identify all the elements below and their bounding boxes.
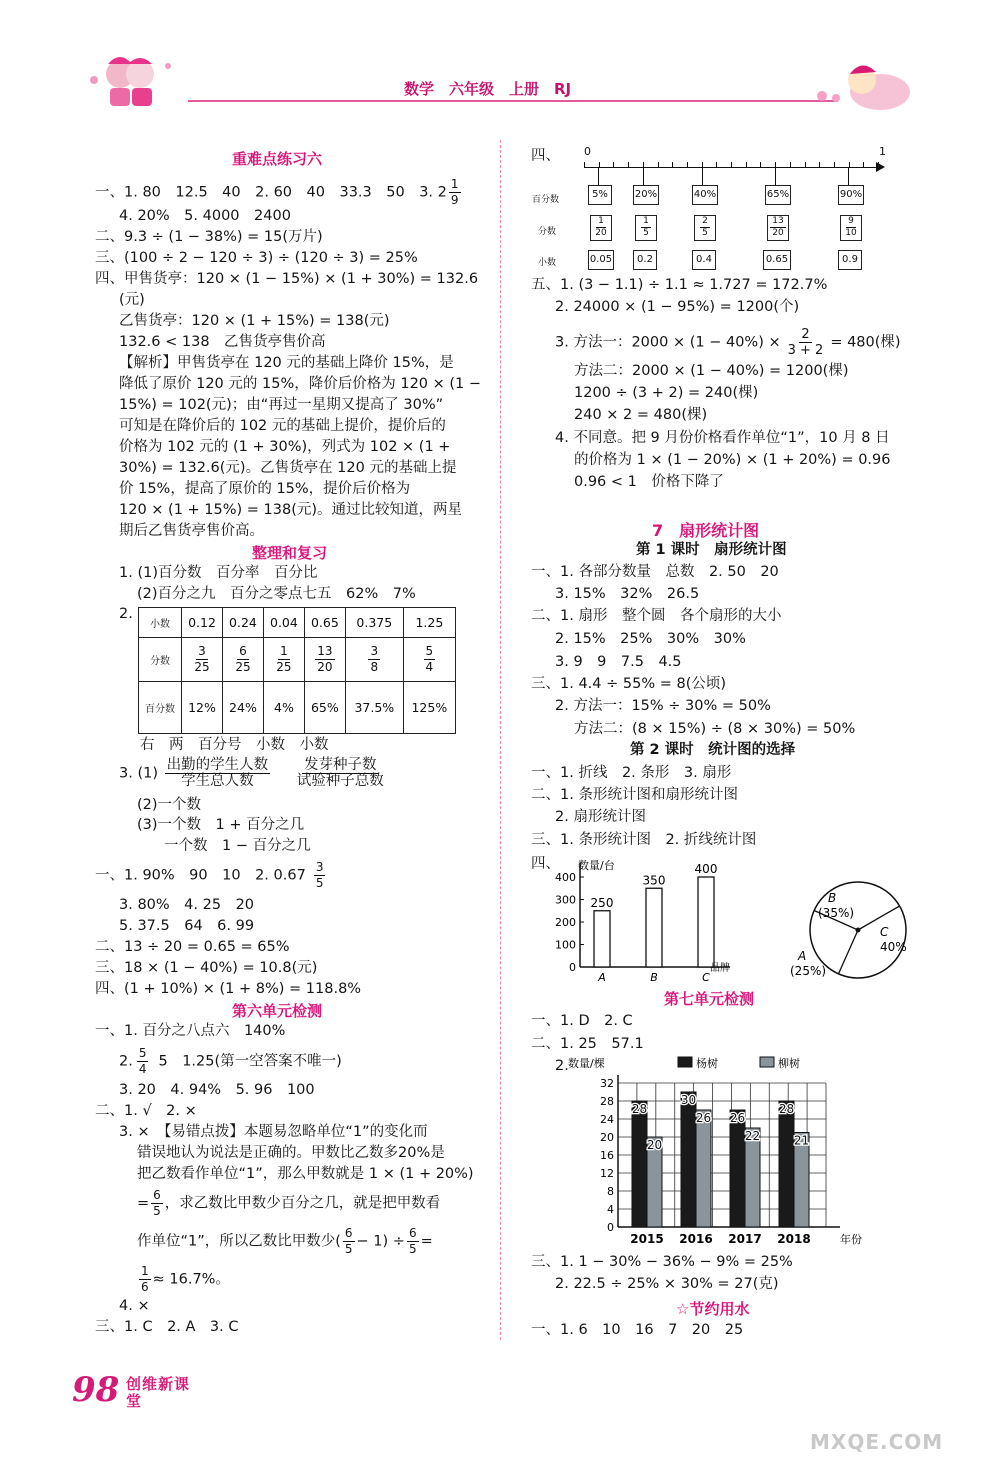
answer-line: 4. × bbox=[119, 1298, 150, 1314]
answer-line: 3. 20 4. 94% 5. 96 100 bbox=[119, 1082, 315, 1098]
answer-line: 1. (1)百分数 百分率 百分比 bbox=[119, 565, 318, 581]
brand-logo: 创维新课堂 bbox=[126, 1375, 191, 1410]
answer-line: 错误地认为说法是正确的。甲数比乙数多20%是 bbox=[137, 1145, 445, 1161]
answer-line: 方法二：2000 × (1 − 40%) = 1200(棵) bbox=[574, 363, 849, 379]
answer-line: 二、1. 条形统计图和扇形统计图 bbox=[531, 787, 738, 803]
analysis-line: 可知是在降价后的 102 元的基础上提价，提价后的 bbox=[119, 418, 446, 434]
table-cell: 125% bbox=[403, 682, 455, 734]
answer-line: 方法二：(8 × 15%) ÷ (8 × 30%) = 50% bbox=[574, 721, 856, 737]
table-cell: 12% bbox=[182, 682, 223, 734]
bar bbox=[696, 1110, 711, 1227]
slice-category: C bbox=[880, 925, 889, 939]
tick-mark bbox=[834, 162, 835, 168]
x-axis-label: 品牌 bbox=[710, 963, 730, 974]
watermark: MXQE.COM bbox=[810, 1430, 944, 1454]
bar bbox=[698, 877, 714, 967]
answer-line: 右 两 百分号 小数 小数 bbox=[140, 737, 329, 753]
answer-line: 2. 方法一：15% ÷ 30% = 50% bbox=[555, 698, 771, 714]
answer-line: 五、1. (3 − 1.1) ÷ 1.1 ≈ 1.727 = 172.7% bbox=[531, 277, 828, 293]
answer-line: 2. 扇形统计图 bbox=[555, 809, 646, 825]
lesson-title: 第 1 课时 扇形统计图 bbox=[636, 542, 787, 558]
answer-line: 一、1. 90% 90 10 2. 0.67 $\frac{3}{5}$ bbox=[95, 860, 324, 890]
y-tick-label: 8 bbox=[607, 1185, 614, 1198]
table-cell: $\frac{6}{25}$ bbox=[222, 638, 263, 682]
answer-line: 一、1. 各部分数量 总数 2. 50 20 bbox=[531, 564, 779, 580]
data-label: 22 bbox=[744, 1129, 761, 1143]
row-label: 小数 bbox=[139, 608, 182, 638]
table-cell: $\frac{5}{4}$ bbox=[403, 638, 455, 682]
bar bbox=[594, 911, 610, 967]
answer-line: 三、(100 ÷ 2 − 120 ÷ 3) ÷ (120 ÷ 3) = 25% bbox=[95, 250, 418, 266]
tick-mark bbox=[805, 162, 806, 168]
percent-box: 5% bbox=[588, 185, 612, 205]
table-cell: $\frac{3}{8}$ bbox=[345, 638, 403, 682]
table-cell: 0.375 bbox=[345, 608, 403, 638]
table-cell: $\frac{3}{25}$ bbox=[182, 638, 223, 682]
table-cell: 65% bbox=[304, 682, 345, 734]
x-tick-label: A bbox=[598, 971, 606, 984]
answer-line: 三、18 × (1 − 40%) = 10.8(元) bbox=[95, 960, 318, 976]
row-label: 分数 bbox=[538, 227, 557, 237]
row-label: 百分数 bbox=[532, 195, 560, 205]
fraction-box: $\frac{1}{20}$ bbox=[590, 215, 612, 241]
lesson-title: 第 2 课时 统计图的选择 bbox=[630, 742, 796, 758]
y-tick-label: 200 bbox=[555, 916, 576, 929]
row-label: 百分数 bbox=[139, 682, 182, 734]
answer-line: 5. 37.5 64 6. 99 bbox=[119, 918, 255, 934]
table-cell: 0.24 bbox=[222, 608, 263, 638]
slice-category: B bbox=[828, 891, 837, 905]
tick-mark bbox=[819, 162, 820, 168]
analysis-line: 价格为 102 元的 (1 + 30%)，列式为 102 × (1 + bbox=[119, 439, 451, 455]
x-tick-label: 2016 bbox=[679, 1232, 713, 1246]
table-cell: 37.5% bbox=[345, 682, 403, 734]
slice-category: A bbox=[798, 949, 807, 963]
data-label: 30 bbox=[680, 1093, 697, 1107]
data-label: 26 bbox=[695, 1111, 712, 1125]
answer-line: 一、1. D 2. C bbox=[531, 1013, 633, 1029]
x-tick-label: B bbox=[650, 971, 658, 984]
table-cell: 1.25 bbox=[403, 608, 455, 638]
fraction-box: $\frac{1}{5}$ bbox=[635, 215, 657, 241]
y-tick-label: 300 bbox=[555, 893, 576, 907]
tick-mark bbox=[790, 162, 791, 168]
bar bbox=[779, 1101, 794, 1227]
table-cell: 0.04 bbox=[263, 608, 304, 638]
marker-65 bbox=[775, 167, 776, 185]
decimal-box: 0.05 bbox=[588, 250, 614, 270]
data-label: 28 bbox=[631, 1102, 648, 1116]
section-title-unit7-test: 第七单元检测 bbox=[664, 990, 755, 1008]
answer-line: 1200 ÷ (3 + 2) = 240(棵) bbox=[574, 385, 759, 401]
bar-chart-brands bbox=[538, 855, 748, 985]
answer-line: 三、1. C 2. A 3. C bbox=[95, 1319, 239, 1335]
tick-mark bbox=[731, 162, 732, 168]
column-divider bbox=[500, 140, 501, 1340]
answer-line: 2. 22.5 ÷ 25% × 30% = 27(克) bbox=[555, 1276, 779, 1292]
tick-mark bbox=[746, 162, 747, 168]
answer-line: 3. 9 9 7.5 4.5 bbox=[555, 654, 682, 670]
answer-line: = $\frac{6}{5}$ ，求乙数比甲数少百分之几，就是把甲数看 bbox=[137, 1188, 441, 1218]
tick-mark bbox=[687, 162, 688, 168]
decimal-box: 0.65 bbox=[763, 250, 791, 270]
percent-box: 65% bbox=[765, 185, 791, 205]
y-tick-label: 12 bbox=[600, 1167, 614, 1180]
y-tick-label: 400 bbox=[555, 871, 576, 884]
answer-line: 3. × 【易错点拨】本题易忽略单位“1”的变化而 bbox=[119, 1124, 428, 1140]
percent-box: 40% bbox=[692, 185, 718, 205]
y-tick-label: 0 bbox=[569, 961, 576, 974]
answer-line: 2. bbox=[555, 1058, 569, 1074]
answer-line: 3. 方法一：2000 × (1 − 40%) × $\frac{2}{3 + 2}$ = 480(棵) bbox=[555, 327, 901, 358]
data-label: 350 bbox=[642, 873, 666, 888]
table-cell: 4% bbox=[263, 682, 304, 734]
tick-mark bbox=[760, 162, 761, 168]
bar-chart-trees bbox=[568, 1055, 868, 1250]
answer-line: 二、1. √ 2. × bbox=[95, 1103, 197, 1119]
y-tick-label: 28 bbox=[600, 1095, 614, 1108]
bar bbox=[730, 1110, 745, 1227]
decimal-box: 0.4 bbox=[692, 250, 716, 270]
answer-line: (3)一个数 1 + 百分之几 bbox=[137, 817, 305, 833]
analysis-line: 120 × (1 + 15%) = 138(元)。通过比较知道，两星 bbox=[119, 502, 463, 518]
tick-mark bbox=[878, 162, 879, 168]
row-label: 小数 bbox=[538, 258, 557, 268]
bar bbox=[646, 888, 662, 967]
data-label: 20 bbox=[646, 1138, 663, 1152]
answer-line: 作单位“1”，所以乙数比甲数少( $\frac{6}{5}$ − 1) ÷ $\frac{6}{5}$ = bbox=[137, 1226, 433, 1256]
x-tick-label: C bbox=[702, 971, 710, 984]
marker-40 bbox=[702, 167, 703, 185]
x-tick-label: 2017 bbox=[728, 1232, 762, 1246]
analysis-line: 期后乙售货亭售价高。 bbox=[119, 523, 264, 539]
tick-mark bbox=[863, 162, 864, 168]
answer-line: 2. 24000 × (1 − 95%) = 1200(个) bbox=[555, 299, 800, 315]
header-decoration-right bbox=[810, 56, 920, 116]
analysis-line: 价 15%，提高了原价的 15%，提价后价格为 bbox=[119, 481, 411, 497]
answer-line: (2)一个数 bbox=[137, 797, 202, 813]
slice-label: 40% bbox=[880, 940, 907, 954]
analysis-line: 15%) = 102(元)；由“再过一星期又提高了 30%” bbox=[119, 397, 444, 413]
legend-swatch bbox=[678, 1057, 692, 1067]
fraction-box: $\frac{9}{10}$ bbox=[840, 215, 862, 241]
y-tick-label: 16 bbox=[600, 1149, 614, 1162]
analysis-line: 降低了原价 120 元的 15%，降价后价格为 120 × (1 − bbox=[119, 376, 482, 392]
slice-label: (25%) bbox=[790, 964, 827, 978]
legend-label: 杨树 bbox=[696, 1057, 718, 1070]
header-title: 数学 六年级 上册 RJ bbox=[404, 80, 572, 98]
y-tick-label: 24 bbox=[600, 1113, 614, 1126]
number-line-ticks bbox=[584, 162, 878, 168]
answer-line: 2. bbox=[119, 606, 133, 622]
bar bbox=[681, 1092, 696, 1227]
y-tick-label: 32 bbox=[600, 1077, 614, 1090]
answer-line: 0.96 < 1 价格下降了 bbox=[574, 474, 724, 490]
pie-center bbox=[856, 928, 861, 933]
fraction-box: $\frac{2}{5}$ bbox=[694, 215, 716, 241]
answer-line: 二、1. 25 57.1 bbox=[531, 1036, 644, 1052]
marker-90 bbox=[848, 167, 849, 185]
tick-mark bbox=[716, 162, 717, 168]
data-label: 250 bbox=[590, 895, 614, 910]
y-tick-label: 0 bbox=[607, 1221, 614, 1234]
answer-line: 一、1. 百分之八点六 140% bbox=[95, 1023, 286, 1039]
answer-line: 一个数 1 − 百分之几 bbox=[164, 838, 311, 854]
chapter-title: 7 扇形统计图 bbox=[652, 521, 760, 540]
answer-line: 乙售货亭：120 × (1 + 15%) = 138(元) bbox=[119, 313, 390, 329]
y-tick-label: 4 bbox=[607, 1203, 614, 1216]
answer-line: 三、1. 4.4 ÷ 55% = 8(公顷) bbox=[531, 676, 727, 692]
pie-chart-brands bbox=[755, 870, 915, 990]
answer-line: 的价格为 1 × (1 − 20%) × (1 + 20%) = 0.96 bbox=[574, 452, 891, 468]
answer-line: 三、1. 条形统计图 2. 折线统计图 bbox=[531, 832, 757, 848]
header-decoration-left bbox=[80, 46, 190, 116]
y-tick-label: 20 bbox=[600, 1131, 614, 1144]
answer-line: 二、9.3 ÷ (1 − 38%) = 15(万片) bbox=[95, 229, 323, 245]
header-rule bbox=[188, 100, 838, 102]
y-tick-label: 100 bbox=[555, 938, 576, 952]
tick-mark bbox=[658, 162, 659, 168]
answer-line: 4. 不同意。把 9 月份价格看作单位“1”，10 月 8 日 bbox=[555, 430, 890, 446]
ruler-end-label: 1 bbox=[879, 145, 886, 158]
tick-mark bbox=[628, 162, 629, 168]
tick-mark bbox=[613, 162, 614, 168]
answer-line: 240 × 2 = 480(棵) bbox=[574, 407, 708, 423]
answer-line: 一、1. 折线 2. 条形 3. 扇形 bbox=[531, 765, 732, 781]
answer-line: 一、1. 6 10 16 7 20 25 bbox=[531, 1322, 744, 1338]
decimal-box: 0.2 bbox=[633, 250, 657, 270]
answer-line: (元) bbox=[119, 292, 145, 308]
question-label: 四、 bbox=[531, 856, 560, 872]
slice-label: (35%) bbox=[818, 906, 855, 920]
answer-line: 一、1. 80 12.5 40 2. 60 40 33.3 50 3. 2 $\frac{1}{9}$ bbox=[95, 177, 459, 207]
legend-label: 柳树 bbox=[778, 1057, 800, 1070]
page-number: 98 bbox=[72, 1370, 120, 1410]
answer-line: 把乙数看作单位“1”，那么甲数就是 1 × (1 + 20%) bbox=[137, 1166, 474, 1182]
data-label: 400 bbox=[694, 862, 718, 876]
answer-line: 3. (1) $\frac{\text{出勤的学生人数}}{\text{学生总人数}}$ $\frac{\text{发芽种子数}}{\text{试验种子总数}}$ bbox=[119, 757, 384, 789]
answer-line: 二、1. 扇形 整个圆 各个扇形的大小 bbox=[531, 608, 782, 624]
number-line-diagram bbox=[530, 145, 910, 275]
table-cell: $\frac{13}{20}$ bbox=[304, 638, 345, 682]
x-axis-label: 年份 bbox=[840, 1233, 862, 1246]
data-label: 28 bbox=[778, 1102, 795, 1116]
x-tick-label: 2015 bbox=[630, 1232, 664, 1246]
bar bbox=[632, 1101, 647, 1227]
fraction-box: $\frac{13}{20}$ bbox=[767, 215, 789, 241]
question-label: 四、 bbox=[531, 148, 560, 164]
answer-line: 4. 20% 5. 4000 2400 bbox=[119, 208, 291, 224]
x-tick-label: 2018 bbox=[777, 1232, 811, 1246]
percent-box: 90% bbox=[838, 185, 864, 205]
section-title-water: ☆节约用水 bbox=[676, 1300, 750, 1318]
conversion-table bbox=[138, 607, 456, 734]
section-title-unit6-test: 第六单元检测 bbox=[232, 1002, 323, 1020]
table-cell: $\frac{1}{25}$ bbox=[263, 638, 304, 682]
data-label: 26 bbox=[729, 1111, 746, 1125]
ruler-start-label: 0 bbox=[584, 145, 591, 158]
answer-line: 2. $\frac{5}{4}$ 5 1.25(第一空答案不唯一) bbox=[119, 1046, 342, 1076]
table-cell: 0.12 bbox=[182, 608, 223, 638]
table-cell: 24% bbox=[222, 682, 263, 734]
tick-mark bbox=[584, 162, 585, 168]
answer-line: 3. 80% 4. 25 20 bbox=[119, 897, 255, 913]
answer-line: 2. 15% 25% 30% 30% bbox=[555, 631, 746, 647]
answer-line: 二、13 ÷ 20 = 0.65 = 65% bbox=[95, 939, 290, 955]
analysis-line: 【解析】甲售货亭在 120 元的基础上降价 15%，是 bbox=[119, 355, 454, 371]
answer-line: 3. 15% 32% 26.5 bbox=[555, 586, 700, 602]
answer-line: (2)百分之九 百分之零点七五 62% 7% bbox=[137, 586, 416, 602]
analysis-line: 30%) = 132.6(元)。乙售货亭在 120 元的基础上提 bbox=[119, 460, 457, 476]
answer-line: 四、(1 + 10%) × (1 + 8%) = 118.8% bbox=[95, 981, 362, 997]
section-title-practice-6: 重难点练习六 bbox=[232, 150, 323, 168]
answer-line: 三、1. 1 − 30% − 36% − 9% = 25% bbox=[531, 1254, 793, 1270]
answer-line: $\frac{1}{6}$ ≈ 16.7%。 bbox=[141, 1264, 230, 1294]
legend-swatch bbox=[760, 1057, 774, 1067]
percent-box: 20% bbox=[633, 185, 659, 205]
data-label: 21 bbox=[793, 1133, 810, 1148]
answer-line: 四、甲售货亭：120 × (1 − 15%) × (1 + 30%) = 132.6 bbox=[95, 271, 479, 287]
section-title-review: 整理和复习 bbox=[252, 544, 328, 562]
answer-line: 132.6 < 138 乙售货亭售价高 bbox=[119, 334, 326, 350]
marker-5 bbox=[598, 167, 599, 185]
table-cell: 0.65 bbox=[304, 608, 345, 638]
marker-20 bbox=[643, 167, 644, 185]
y-axis-label: 数量/棵 bbox=[568, 1057, 605, 1070]
decimal-box: 0.9 bbox=[838, 250, 862, 270]
y-axis-label: 数量/台 bbox=[578, 859, 615, 872]
row-label: 分数 bbox=[139, 638, 182, 682]
tick-mark bbox=[672, 162, 673, 168]
